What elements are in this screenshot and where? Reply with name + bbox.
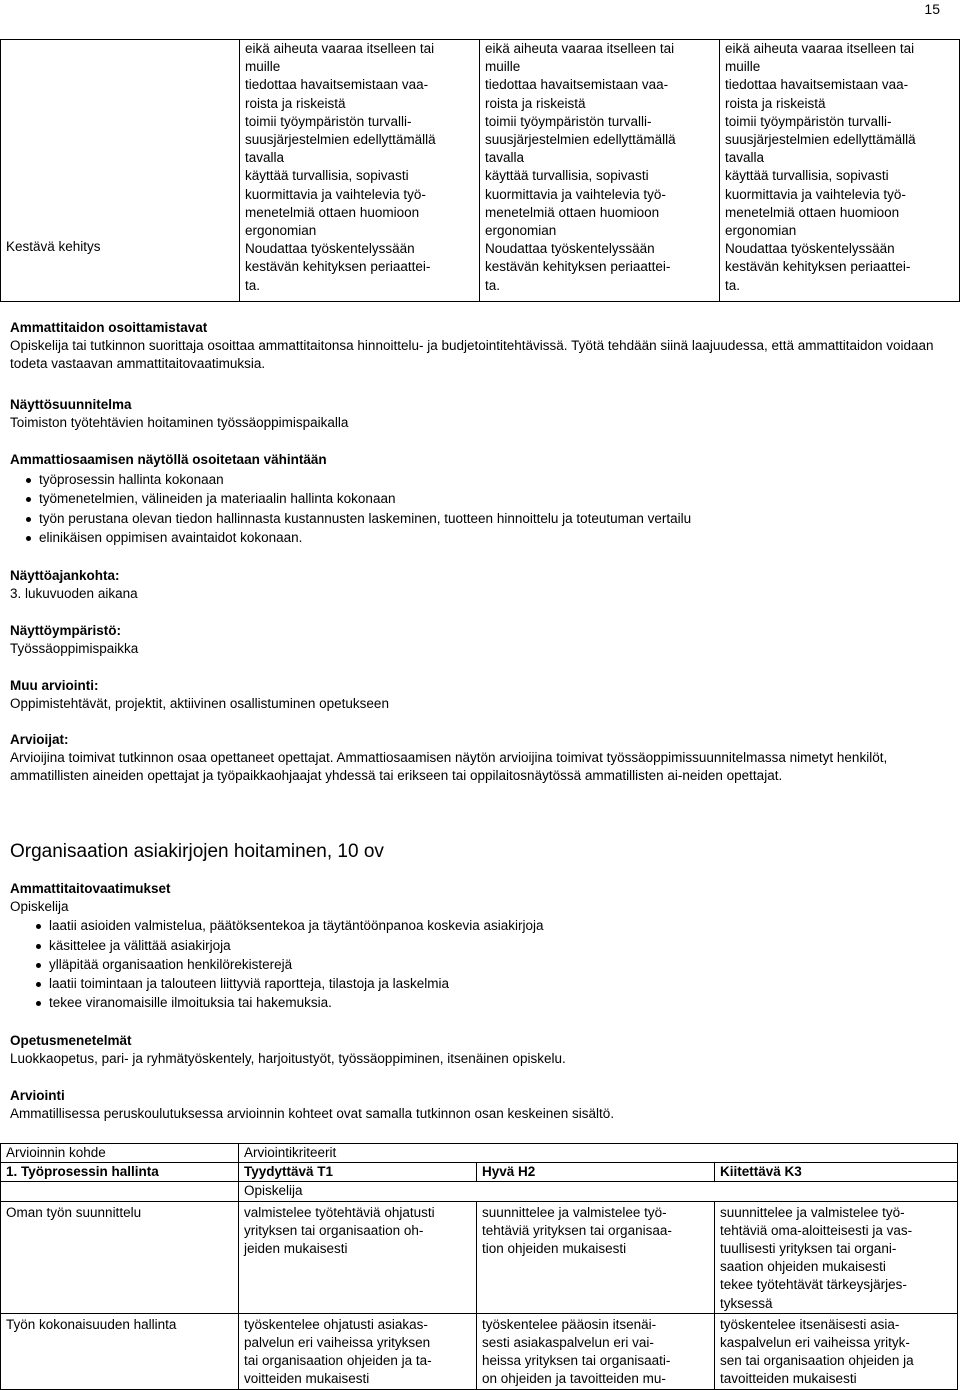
criteria-cell-h2 [480, 40, 720, 302]
header-target: Arvioinnin kohde [1, 1144, 239, 1163]
row-label-cell [1, 40, 240, 302]
list-item: ylläpitää organisaation henkilörekisterejä [10, 956, 950, 974]
other-assessment-heading: Muu arviointi: [10, 678, 99, 693]
methods-heading: Opetusmenetelmät [10, 1033, 132, 1048]
plan-heading: Näyttösuunnitelma [10, 397, 132, 412]
bullet-icon [36, 944, 41, 949]
row-label: Työn kokonaisuuden hallinta [1, 1313, 239, 1389]
criterion-item: Noudattaa työskentelyssään kestävän kehityksen periaattei- ta. [485, 241, 671, 293]
criterion-item: tiedottaa havaitsemistaan vaa- roista ja riskeistä [725, 77, 909, 111]
header-criteria: Arviointikriteerit [239, 1144, 958, 1163]
other-assessment [10, 677, 950, 713]
bullet-icon [36, 982, 41, 987]
assessment-criteria-table [0, 1143, 958, 1390]
grade-k3: Kiitettävä K3 [715, 1163, 958, 1182]
assessment [10, 1087, 950, 1123]
list-item: käsittelee ja välittää asiakirjoja [10, 937, 950, 955]
list-item: elinikäisen oppimisen avaintaidot kokonaan. [0, 529, 950, 547]
skill-requirements [10, 880, 950, 1012]
criterion-item: eikä aiheuta vaaraa itselleen tai muille [725, 41, 915, 75]
teaching-methods [10, 1032, 950, 1068]
list-item: työn perustana olevan tiedon hallinnasta kustannusten laskeminen, tuotteen hinnoittelu ja toteutuman vertailu [0, 510, 950, 528]
other-assessment-text: Oppimistehtävät, projektit, aktiivinen osallistuminen opetukseen [10, 696, 389, 712]
criterion-item: käyttää turvallisia, sopivasti kuormittavia ja vaihtelevia työ- menetelmiä ottaen huomioon ergonomian [485, 168, 666, 239]
bullet-icon [26, 497, 31, 502]
environment-heading: Näyttöympäristö: [10, 623, 122, 638]
cell-h2: työskentelee pääosin itsenäi- sesti asiakaspalvelun eri vai- heissa yrityksen tai organisaati- on ohjeiden ja tavoitteiden mu- [477, 1313, 715, 1389]
criteria-cell-k3 [720, 40, 960, 302]
criterion-item: Noudattaa työskentelyssään kestävän kehityksen periaattei- ta. [245, 241, 431, 293]
demonstration-text: Opiskelija tai tutkinnon suorittaja osoittaa ammattitaitonsa hinnoittelu- ja budjetointitehtävissä. Työtä tehdään siinä laajuudessa, että ammattitaidon voidaan todeta vastaavan ammattitaitovaatimuksia. [10, 338, 934, 372]
bullet-icon [36, 963, 41, 968]
module-title: Organisaation asiakirjojen hoitaminen, 10 ov [10, 841, 384, 862]
requirements-intro: Opiskelija [10, 899, 69, 915]
assessment-text: Ammatillisessa peruskoulutuksessa arvioinnin kohteet ovat samalla tutkinnon osan keskeinen sisältö. [10, 1106, 615, 1122]
minimum-list [0, 471, 950, 547]
timing-heading: Näyttöajankohta: [10, 568, 120, 583]
criterion-item: toimii työympäristön turvalli- suusjärjestelmien edellyttämällä tavalla [485, 113, 676, 166]
sustainability-criteria-table [0, 39, 960, 302]
criterion-item: tiedottaa havaitsemistaan vaa- roista ja riskeistä [485, 77, 669, 111]
list-item: työprosessin hallinta kokonaan [0, 471, 950, 489]
cell-k3: työskentelee itsenäisesti asia- kaspalvelun eri vaiheissa yrityk- sen tai organisaation ohjeiden ja tavoitteiden mukaisesti [715, 1313, 958, 1389]
list-item: laatii toimintaan ja talouteen liittyviä raportteja, tilastoja ja laskelmia [10, 975, 950, 993]
plan-text: Toimiston työtehtävien hoitaminen työssäoppimispaikalla [10, 415, 349, 431]
assessment-heading: Arviointi [10, 1088, 65, 1103]
criterion-item: toimii työympäristön turvalli- suusjärjestelmien edellyttämällä tavalla [245, 113, 436, 166]
minimum-shown [10, 451, 950, 547]
criterion-item: Noudattaa työskentelyssään kestävän kehityksen periaattei- ta. [725, 241, 911, 293]
list-item: laatii asioiden valmistelua, päätöksentekoa ja täytäntöönpanoa koskevia asiakirjoja [10, 917, 950, 935]
row-label: Oman työn suunnittelu [1, 1201, 239, 1313]
bullet-icon [36, 924, 41, 929]
cell-t1: työskentelee ohjatusti asiakas- palvelun eri vaiheissa yrityksen tai organisaation ohjeiden ja ta- voitteiden mukaisesti [239, 1313, 477, 1389]
grade-t1: Tyydyttävä T1 [239, 1163, 477, 1182]
criterion-item: käyttää turvallisia, sopivasti kuormittavia ja vaihtelevia työ- menetelmiä ottaen huomioon ergonomian [725, 168, 906, 239]
criterion-item: käyttää turvallisia, sopivasti kuormittavia ja vaihtelevia työ- menetelmiä ottaen huomioon ergonomian [245, 168, 426, 239]
list-item: työmenetelmien, välineiden ja materiaalin hallinta kokonaan [0, 490, 950, 508]
page-number: 15 [924, 1, 940, 17]
assessors-text: Arvioijina toimivat tutkinnon osaa opettaneet opettajat. Ammattiosaamisen näytön arvioijina toimivat työssäoppimissuunnitelmassa nimetyt henkilöt, ammatillisten aineiden opettajat ja työpaikkaohjaajat yhdessä tai erikseen tai oppilaitosnäytössä ammatillisten ai-neiden opettajat. [10, 750, 888, 784]
cell-t1: valmistelee työtehtäviä ohjatusti yrityksen tai organisaation oh- jeiden mukaisesti [239, 1201, 477, 1313]
demonstration-timing [10, 567, 950, 603]
row-label: Kestävä kehitys [6, 239, 101, 255]
demonstration-environment [10, 622, 950, 658]
empty-cell [1, 1182, 239, 1201]
timing-text: 3. lukuvuoden aikana [10, 586, 138, 602]
environment-text: Työssäoppimispaikka [10, 641, 139, 657]
grade-h2: Hyvä H2 [477, 1163, 715, 1182]
cell-h2: suunnittelee ja valmistelee työ- tehtäviä yrityksen tai organisaa- tion ohjeiden mukaisesti [477, 1201, 715, 1313]
criterion-item: eikä aiheuta vaaraa itselleen tai muille [485, 41, 675, 75]
demonstration-methods [10, 319, 950, 374]
table-row [1, 1201, 958, 1313]
section-label: 1. Työprosessin hallinta [1, 1163, 239, 1182]
methods-text: Luokkaopetus, pari- ja ryhmätyöskentely, harjoitustyöt, työssäoppiminen, itsenäinen opiskelu. [10, 1051, 566, 1067]
table-row [1, 1313, 958, 1389]
requirements-list [10, 917, 950, 1012]
minimum-heading: Ammattiosaamisen näytöllä osoitetaan vähintään [10, 452, 327, 467]
requirements-heading: Ammattitaitovaatimukset [10, 881, 171, 896]
cell-k3: suunnittelee ja valmistelee työ- tehtäviä oma-aloitteisesti ja vas- tuullisesti yrityksen tai organi- saation ohjeiden mukaisesti tekee työtehtävät tärkeysjärjes- tyksessä [715, 1201, 958, 1313]
criterion-item: toimii työympäristön turvalli- suusjärjestelmien edellyttämällä tavalla [725, 113, 916, 166]
demonstration-heading: Ammattitaidon osoittamistavat [10, 320, 208, 335]
student-label: Opiskelija [239, 1182, 958, 1201]
criterion-item: eikä aiheuta vaaraa itselleen tai muille [245, 41, 435, 75]
criterion-item: tiedottaa havaitsemistaan vaa- roista ja riskeistä [245, 77, 429, 111]
assessors-heading: Arvioijat: [10, 732, 69, 747]
bullet-icon [26, 517, 31, 522]
list-item: tekee viranomaisille ilmoituksia tai hakemuksia. [10, 994, 950, 1012]
demonstration-plan [10, 396, 950, 432]
bullet-icon [36, 1001, 41, 1006]
bullet-icon [26, 478, 31, 483]
bullet-icon [26, 536, 31, 541]
assessors [10, 731, 950, 786]
criteria-cell-t1 [240, 40, 480, 302]
